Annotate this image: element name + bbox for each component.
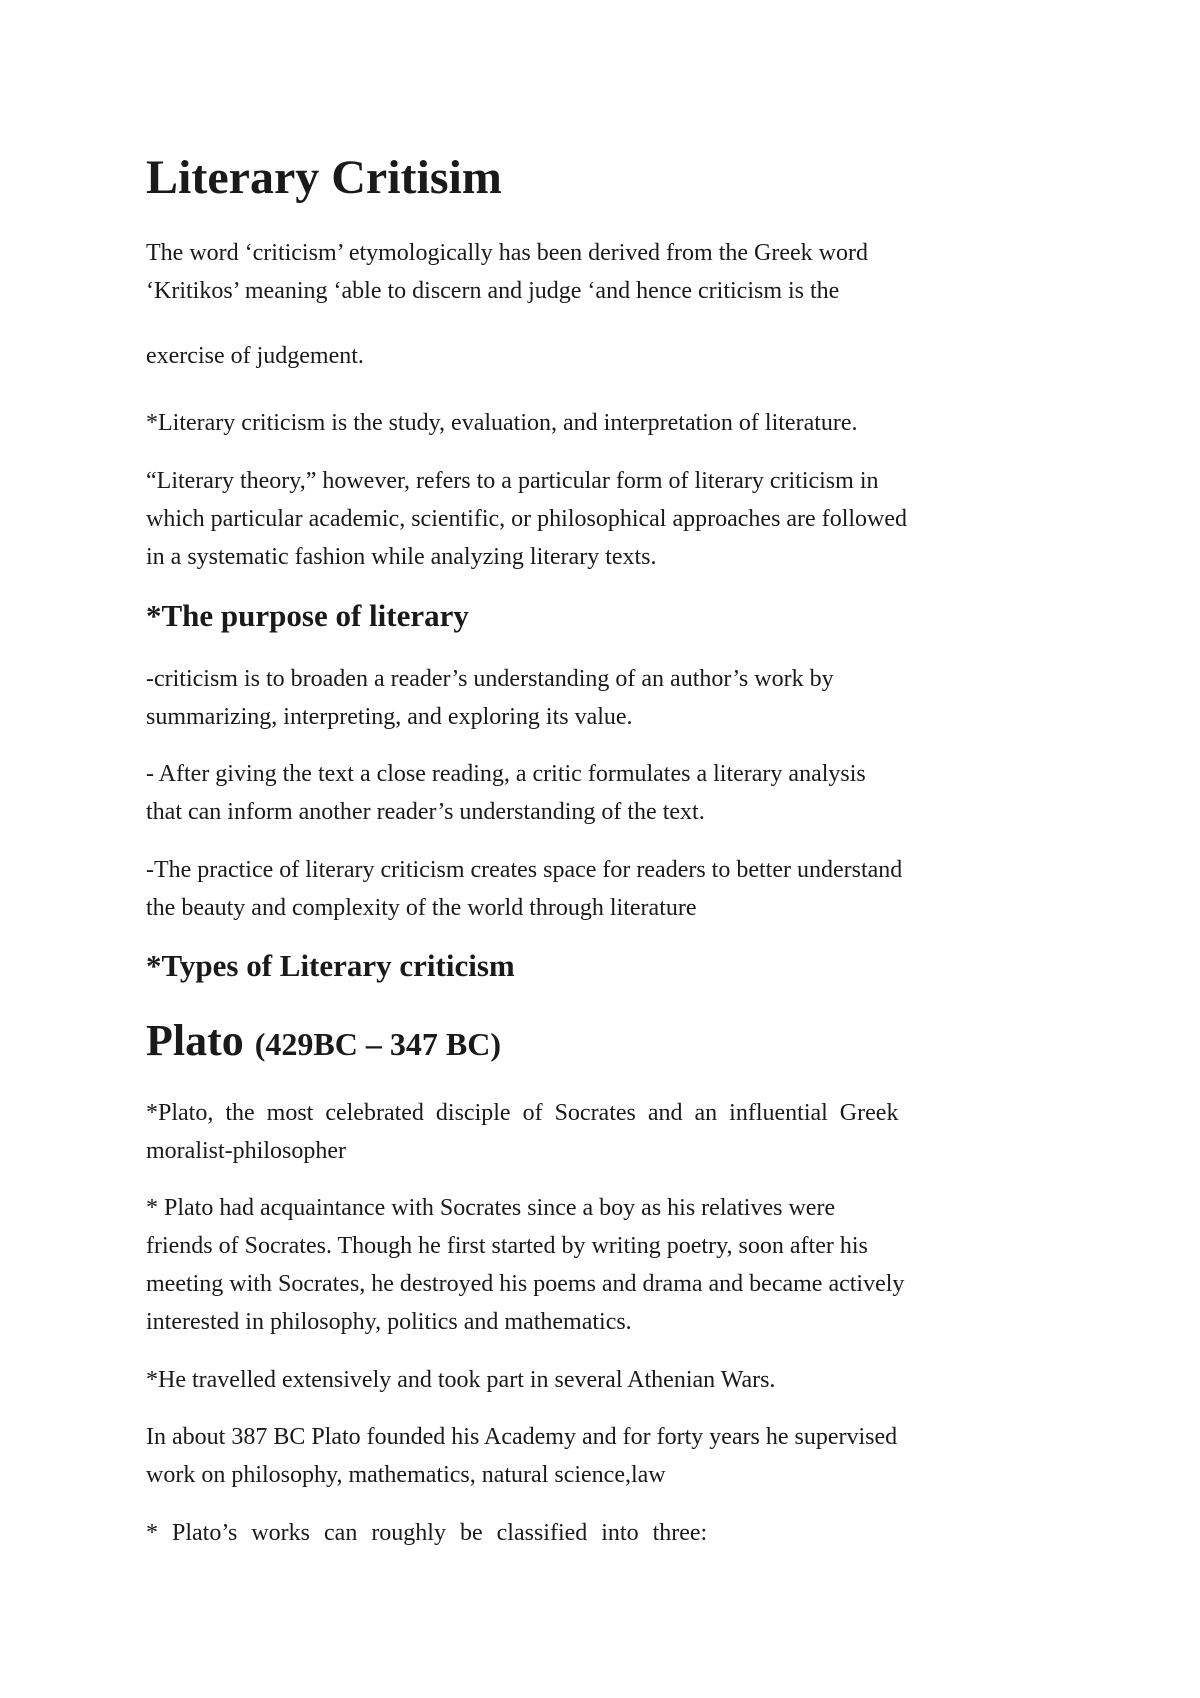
definition-paragraph: *Literary criticism is the study, evaluation, and interpretation of literature. bbox=[146, 410, 858, 436]
plato-point-2-line-2: friends of Socrates. Though he first started by writing poetry, soon after his bbox=[146, 1233, 868, 1259]
plato-point-4-line-2: work on philosophy, mathematics, natural science,law bbox=[146, 1462, 666, 1488]
purpose-point-3-line-1: -The practice of literary criticism creates space for readers to better understand bbox=[146, 857, 903, 883]
intro-line-3: exercise of judgement. bbox=[146, 343, 364, 369]
purpose-heading: *The purpose of literary bbox=[146, 598, 469, 633]
purpose-point-1-line-2: summarizing, interpreting, and exploring its value. bbox=[146, 704, 633, 730]
plato-point-1-line-1: *Plato, the most celebrated disciple of Socrates and an influential Greek bbox=[146, 1100, 899, 1126]
plato-point-4-line-1: In about 387 BC Plato founded his Academy and for forty years he supervised bbox=[146, 1424, 898, 1450]
purpose-point-3-line-2: the beauty and complexity of the world through literature bbox=[146, 895, 697, 921]
plato-point-2-line-4: interested in philosophy, politics and mathematics. bbox=[146, 1309, 632, 1335]
types-heading: *Types of Literary criticism bbox=[146, 948, 515, 983]
plato-heading-dates: (429BC – 347 BC) bbox=[254, 1026, 501, 1062]
plato-heading bbox=[146, 1013, 501, 1072]
plato-point-1-line-2: moralist-philosopher bbox=[146, 1138, 346, 1164]
theory-line-1: “Literary theory,” however, refers to a particular form of literary criticism in bbox=[146, 468, 879, 494]
theory-line-2: which particular academic, scientific, or philosophical approaches are followed bbox=[146, 506, 908, 532]
intro-line-1: The word ‘criticism’ etymologically has been derived from the Greek word bbox=[146, 240, 868, 266]
theory-line-3: in a systematic fashion while analyzing literary texts. bbox=[146, 544, 657, 570]
plato-point-5: * Plato’s works can roughly be classified into three: bbox=[146, 1520, 708, 1546]
plato-heading-name: Plato bbox=[146, 1016, 244, 1065]
plato-point-2-line-1: * Plato had acquaintance with Socrates since a boy as his relatives were bbox=[146, 1195, 836, 1221]
intro-line-2: ‘Kritikos’ meaning ‘able to discern and judge ‘and hence criticism is the bbox=[146, 278, 840, 304]
document-title: Literary Critisim bbox=[146, 151, 502, 204]
purpose-point-2-line-2: that can inform another reader’s understanding of the text. bbox=[146, 799, 705, 825]
purpose-point-1-line-1: -criticism is to broaden a reader’s understanding of an author’s work by bbox=[146, 666, 834, 692]
plato-point-2-line-3: meeting with Socrates, he destroyed his poems and drama and became actively bbox=[146, 1271, 905, 1297]
purpose-point-2-line-1: - After giving the text a close reading, a critic formulates a literary analysis bbox=[146, 761, 866, 787]
plato-point-3: *He travelled extensively and took part in several Athenian Wars. bbox=[146, 1367, 776, 1393]
